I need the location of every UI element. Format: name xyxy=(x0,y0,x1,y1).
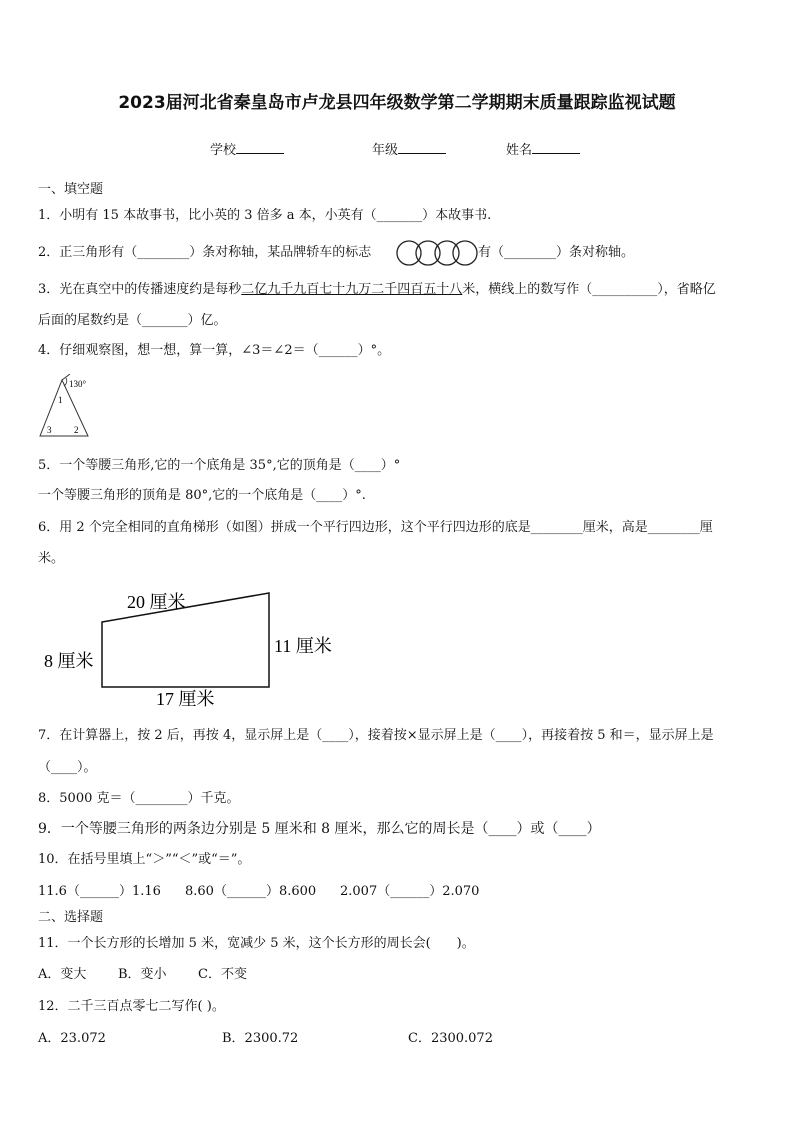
angle-1-label: 1 xyxy=(58,395,63,405)
question-6-line-1: 6．用 2 个完全相同的直角梯形（如图）拼成一个平行四边形，这个平行四边形的底是________厘米，高是________厘 xyxy=(38,520,713,535)
question-7-line-2: （____）。 xyxy=(38,760,97,775)
car-logo-four-rings-icon xyxy=(395,239,479,267)
grade-label: 年级 xyxy=(372,143,399,158)
question-6-line-2: 米。 xyxy=(38,551,65,566)
triangle-angle-diagram xyxy=(34,374,114,440)
q11-option-b[interactable]: B．变小 xyxy=(118,967,167,982)
compare-item-2: 8.60（______）8.600 xyxy=(185,884,317,899)
school-label: 学校 xyxy=(210,143,237,158)
name-label: 姓名 xyxy=(506,143,533,158)
question-3-line-2: 后面的尾数约是（_______）亿。 xyxy=(38,313,227,328)
question-10: 10．在括号里填上“＞”“＜”或“＝”。 xyxy=(38,852,251,867)
angle-3-label: 3 xyxy=(47,425,52,435)
question-3-text-b: 米，横线上的数写作（__________），省略亿 xyxy=(462,282,716,297)
question-5-line-1: 5．一个等腰三角形,它的一个底角是 35°,它的顶角是（____）° xyxy=(38,458,401,473)
trapezoid-bottom-label: 17 厘米 xyxy=(156,689,215,709)
name-field[interactable] xyxy=(506,141,580,159)
angle-2-label: 2 xyxy=(74,425,79,435)
question-9: 9．一个等腰三角形的两条边分别是 5 厘米和 8 厘米，那么它的周长是（____）或（____） xyxy=(38,821,601,837)
page-title: 2023届河北省秦皇岛市卢龙县四年级数学第二学期期末质量跟踪监视试题 xyxy=(118,93,676,113)
section-heading-fill-in: 一、填空题 xyxy=(38,182,104,197)
question-8: 8．5000 克＝（________）千克。 xyxy=(38,791,240,806)
section-heading-choice: 二、选择题 xyxy=(38,910,104,925)
question-11: 11．一个长方形的长增加 5 米，宽减少 5 米，这个长方形的周长会( )。 xyxy=(38,936,475,951)
question-5-line-2: 一个等腰三角形的顶角是 80°,它的一个底角是（____）°. xyxy=(38,488,366,503)
q11-option-a[interactable]: A．变大 xyxy=(38,967,87,982)
question-4: 4．仔细观察图，想一想，算一算，∠3＝∠2＝（______）°。 xyxy=(38,343,391,358)
trapezoid-top-label: 20 厘米 xyxy=(127,592,186,612)
question-1: 1．小明有 15 本故事书，比小英的 3 倍多 a 本，小英有（_______）本故事书. xyxy=(38,208,492,223)
trapezoid-diagram xyxy=(40,585,360,713)
compare-item-3: 2.007（______）2.070 xyxy=(340,884,480,899)
question-3-line-1 xyxy=(38,282,716,298)
q12-option-b[interactable]: B．2300.72 xyxy=(222,1031,299,1046)
angle-130-label: 130° xyxy=(69,379,87,389)
question-3-text-a: 3．光在真空中的传播速度约是每秒 xyxy=(38,282,242,297)
compare-item-1: 11.6（______）1.16 xyxy=(38,884,161,899)
q12-option-c[interactable]: C．2300.072 xyxy=(408,1031,493,1046)
question-7-line-1: 7．在计算器上，按 2 后，再按 4，显示屏上是（____），接着按×显示屏上是（____），再接着按 5 和＝，显示屏上是 xyxy=(38,728,714,743)
trapezoid-right-label: 11 厘米 xyxy=(274,636,332,656)
q11-option-c[interactable]: C．不变 xyxy=(198,967,247,982)
question-2-part-b: 有（________）条对称轴。 xyxy=(478,245,635,260)
grade-field[interactable] xyxy=(372,141,446,159)
q12-option-a[interactable]: A．23.072 xyxy=(38,1031,106,1046)
question-12: 12．二千三百点零七二写作( )。 xyxy=(38,999,225,1014)
question-2-part-a: 2．正三角形有（________）条对称轴，某品牌轿车的标志 xyxy=(38,245,372,260)
question-3-underlined-number: 二亿九千九百七十九万二千四百五十八 xyxy=(241,282,463,297)
trapezoid-left-label: 8 厘米 xyxy=(44,651,94,671)
school-field[interactable] xyxy=(210,141,284,159)
